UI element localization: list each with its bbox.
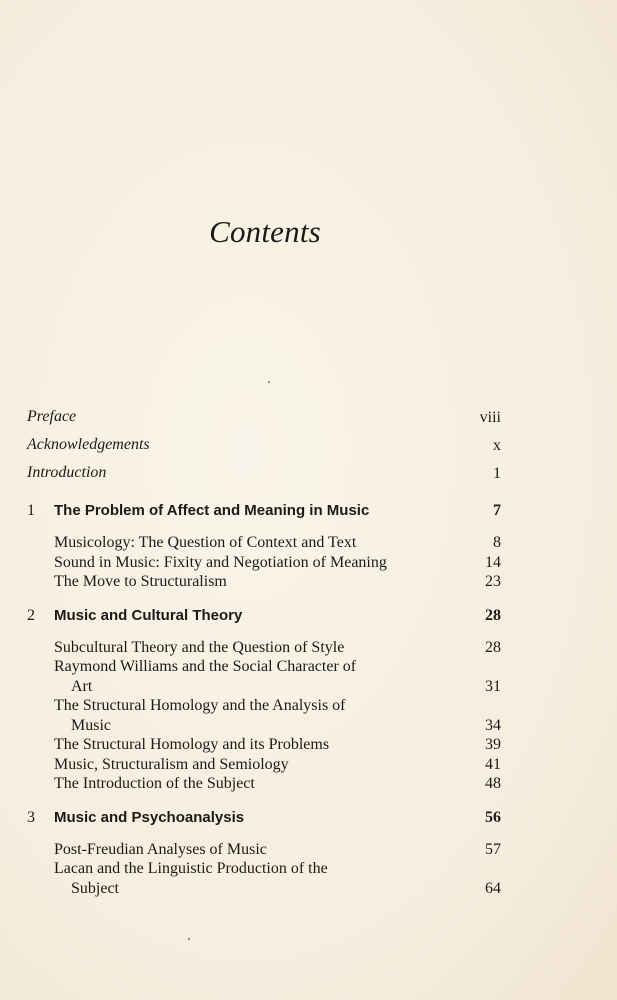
section-entry: [27, 774, 501, 794]
entry-page: viii: [479, 408, 501, 426]
section-title: Musicology: The Question of Context and Text: [54, 534, 357, 551]
chapter-3-sections: [27, 840, 501, 899]
section-page: 23: [485, 573, 501, 590]
toc-entry-introduction: [27, 459, 501, 487]
entry-title: Introduction: [27, 464, 107, 481]
chapter-title: Music and Cultural Theory: [54, 606, 243, 624]
entry-page: 1: [493, 464, 501, 482]
section-title: The Structural Homology and the Analysis of: [54, 697, 346, 714]
section-title: Lacan and the Linguistic Production of the: [54, 860, 328, 877]
section-title: The Introduction of the Subject: [54, 775, 255, 792]
entry-title: Preface: [27, 408, 77, 425]
section-page: 39: [485, 736, 501, 753]
section-page: 48: [485, 775, 501, 792]
chapter-number: 1: [27, 502, 35, 519]
section-title: The Structural Homology and its Problems: [54, 736, 330, 753]
section-entry: [27, 735, 501, 755]
chapter-page: 7: [493, 502, 501, 519]
section-title: Subcultural Theory and the Question of Style: [54, 638, 345, 656]
section-page: 31: [485, 677, 501, 695]
entry-page: x: [493, 436, 501, 454]
chapter-number: 2: [27, 606, 35, 624]
section-entry: [27, 553, 501, 573]
chapter-2-sections: [27, 638, 501, 794]
chapter-heading-3: [27, 808, 501, 830]
section-title: Music, Structuralism and Semiology: [54, 755, 289, 773]
section-entry: [27, 657, 501, 696]
speck-mark: [268, 381, 270, 383]
section-page: 28: [485, 638, 501, 656]
section-page: 8: [493, 534, 501, 551]
section-page: 14: [485, 553, 501, 571]
section-page: 41: [485, 755, 501, 773]
toc-entry-preface: [27, 403, 501, 431]
section-title: Sound in Music: Fixity and Negotiation of Meaning: [54, 553, 387, 571]
section-entry: [27, 840, 501, 860]
chapter-1-sections: [27, 533, 501, 592]
chapter-number: 3: [27, 808, 35, 826]
chapter-heading-2: [27, 606, 501, 628]
section-entry: [27, 638, 501, 658]
section-title-continued: Subject: [71, 879, 119, 897]
section-page: 34: [485, 716, 501, 734]
chapter-page: 28: [485, 606, 501, 624]
chapter-title: Music and Psychoanalysis: [54, 808, 245, 826]
speck-mark: [188, 938, 190, 940]
section-title: Post-Freudian Analyses of Music: [54, 840, 267, 858]
chapter-page: 56: [485, 808, 501, 826]
section-title-continued: Art: [71, 677, 93, 695]
section-entry: [27, 755, 501, 775]
section-page: 57: [485, 840, 501, 858]
section-title: The Move to Structuralism: [54, 573, 227, 590]
entry-title: Acknowledgements: [27, 436, 150, 453]
toc-entry-acknowledgements: [27, 431, 501, 459]
table-of-contents: [27, 403, 501, 906]
chapter-heading-1: [27, 501, 501, 523]
section-title-continued: Music: [71, 716, 111, 734]
section-entry: [27, 572, 501, 592]
section-entry: [27, 859, 501, 898]
section-entry: [27, 696, 501, 735]
section-page: 64: [485, 879, 501, 897]
page-title: Contents: [209, 214, 321, 249]
section-title: Raymond Williams and the Social Character of: [54, 658, 357, 675]
section-entry: [27, 533, 501, 553]
chapter-title: The Problem of Affect and Meaning in Music: [54, 502, 370, 519]
